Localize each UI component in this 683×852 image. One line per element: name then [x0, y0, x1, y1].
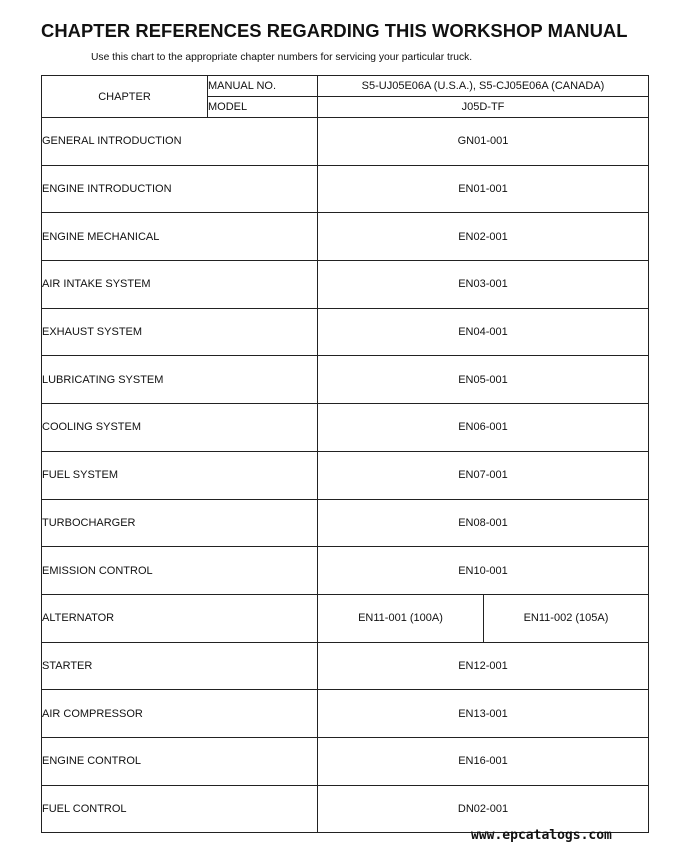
chapter-code: EN05-001 [318, 356, 649, 404]
chapter-name: ENGINE INTRODUCTION [42, 165, 318, 213]
table-row [42, 118, 649, 166]
chapter-name: FUEL SYSTEM [42, 451, 318, 499]
chapter-code: EN13-001 [318, 690, 649, 738]
table-row [42, 165, 649, 213]
chapter-code: EN01-001 [318, 165, 649, 213]
chapter-name: AIR INTAKE SYSTEM [42, 261, 318, 309]
chapter-code: DN02-001 [318, 785, 649, 833]
model-label: MODEL [208, 97, 318, 118]
chapter-code: EN16-001 [318, 737, 649, 785]
chapter-name: EMISSION CONTROL [42, 547, 318, 595]
manual-no-value: S5-UJ05E06A (U.S.A.), S5-CJ05E06A (CANADA) [318, 76, 649, 97]
chapter-name: ENGINE CONTROL [42, 737, 318, 785]
chapter-code: EN06-001 [318, 404, 649, 452]
page-title: CHAPTER REFERENCES REGARDING THIS WORKSHOP MANUAL [41, 20, 628, 41]
chapter-code: EN08-001 [318, 499, 649, 547]
table-header-row [42, 76, 649, 97]
page-subtitle: Use this chart to the appropriate chapter numbers for servicing your particular truck. [91, 52, 473, 63]
chapter-name: COOLING SYSTEM [42, 404, 318, 452]
chapter-code: EN11-001 (100A) [318, 594, 484, 642]
chapter-name: FUEL CONTROL [42, 785, 318, 833]
watermark: www.epcatalogs.com [471, 828, 612, 843]
chapter-header: CHAPTER [42, 76, 208, 118]
table-row [42, 737, 649, 785]
chapter-code: EN04-001 [318, 308, 649, 356]
table-row [42, 308, 649, 356]
chapter-name: TURBOCHARGER [42, 499, 318, 547]
model-value: J05D-TF [318, 97, 649, 118]
table-row [42, 785, 649, 833]
table-row [42, 213, 649, 261]
chapter-name: STARTER [42, 642, 318, 690]
manual-no-label: MANUAL NO. [208, 76, 318, 97]
table-row [42, 451, 649, 499]
chapter-name: GENERAL INTRODUCTION [42, 118, 318, 166]
chapter-code: EN07-001 [318, 451, 649, 499]
chapter-code: EN10-001 [318, 547, 649, 595]
chapter-name: ALTERNATOR [42, 594, 318, 642]
table-row [42, 356, 649, 404]
chapter-name: AIR COMPRESSOR [42, 690, 318, 738]
chapter-name: EXHAUST SYSTEM [42, 308, 318, 356]
table-row [42, 261, 649, 309]
table-row [42, 642, 649, 690]
table-row [42, 594, 649, 642]
table-row [42, 499, 649, 547]
chapter-reference-table [41, 75, 649, 833]
chapter-name: LUBRICATING SYSTEM [42, 356, 318, 404]
chapter-code: EN12-001 [318, 642, 649, 690]
chapter-code: GN01-001 [318, 118, 649, 166]
table-row [42, 547, 649, 595]
chapter-code: EN02-001 [318, 213, 649, 261]
table-row [42, 404, 649, 452]
chapter-code: EN11-002 (105A) [484, 594, 649, 642]
chapter-name: ENGINE MECHANICAL [42, 213, 318, 261]
chapter-code: EN03-001 [318, 261, 649, 309]
table-row [42, 690, 649, 738]
